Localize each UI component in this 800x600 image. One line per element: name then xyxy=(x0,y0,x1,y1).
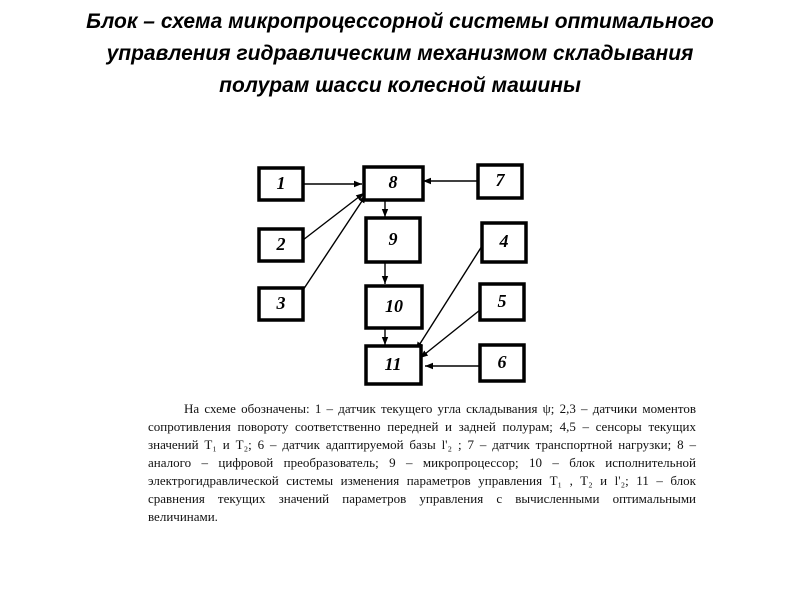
legend-text: На схеме обозначены: 1 – датчик текущего угла складывания ψ; 2,3 – датчики моментов сопротивления повороту соответственно передней и задней полурам; 4,5 – сенсоры текущих значений T₁ и T₂; 6 – датчик адаптируемой базы l'₂ ; 7 – датчик транспортной нагрузки; 8 – аналого – цифровой преобразователь; 9 – микропроцессор; 10 – блок исполнительной электрогидравлической системы изменения параметров управления T₁ , T₂ и l'₂; 11 – блок сравнения текущих значений параметров управления с вычисленными оптимальными величинами. xyxy=(148,401,696,524)
block-7 xyxy=(478,165,522,198)
block-8-label: 8 xyxy=(388,172,398,193)
arrow-2-to-8 xyxy=(303,193,364,240)
block-10-label: 10 xyxy=(385,296,403,317)
title-line-3: полурам шасси колесной машины xyxy=(219,74,581,97)
block-10 xyxy=(366,286,422,328)
block-2-label: 2 xyxy=(276,234,286,255)
arrow-5-to-11 xyxy=(420,310,480,358)
block-3 xyxy=(259,288,303,320)
title-line-1: Блок – схема микропроцессорной системы оптимального xyxy=(86,10,714,33)
diagram-legend xyxy=(148,400,696,526)
block-5-label: 5 xyxy=(497,291,507,312)
diagram-connections xyxy=(303,181,482,366)
block-11-label: 11 xyxy=(384,354,402,375)
arrow-3-to-8 xyxy=(303,195,366,290)
block-6 xyxy=(480,345,524,381)
title-line-2: управления гидравлическим механизмом складывания xyxy=(106,42,694,65)
block-2 xyxy=(259,229,303,261)
block-9-label: 9 xyxy=(388,229,398,250)
block-1 xyxy=(259,168,303,200)
block-3-label: 3 xyxy=(276,293,286,314)
block-11 xyxy=(366,346,421,384)
block-7-label: 7 xyxy=(495,170,505,191)
block-4 xyxy=(482,223,526,262)
block-9 xyxy=(366,218,420,262)
block-1-label: 1 xyxy=(276,173,286,194)
block-8 xyxy=(364,167,423,200)
block-4-label: 4 xyxy=(499,231,509,252)
block-5 xyxy=(480,284,524,320)
block-6-label: 6 xyxy=(497,352,507,373)
